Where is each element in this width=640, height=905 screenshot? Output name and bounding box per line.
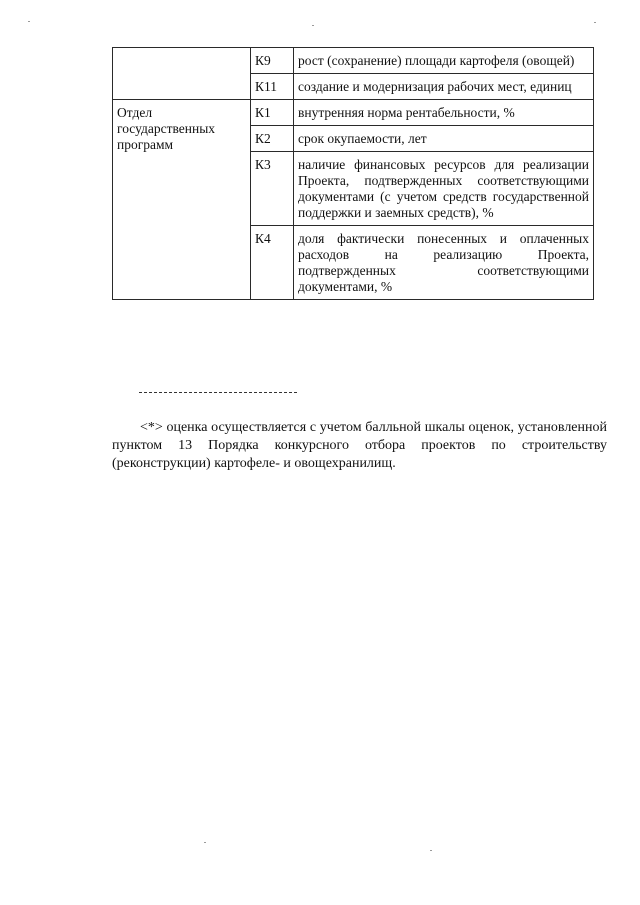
footnote-text: <*> оценка осуществляется с учетом балльной шкалы оценок, установленной пунктом 13 Порядка конкурсного отбора проектов по строительству (реконструкции) картофеле- и овощехранилищ. [112,420,607,471]
scan-speck [594,22,596,23]
scan-speck [28,21,30,22]
criterion-description: наличие финансовых ресурсов для реализации Проекта, подтвержденных соответствующими документами (с учетом средств государственной поддержки и заемных средств), % [294,152,594,226]
department-cell: Отдел государственных программ [113,100,251,300]
criterion-description: срок окупаемости, лет [294,126,594,152]
criterion-code: К4 [251,226,294,300]
criterion-code: К3 [251,152,294,226]
criterion-description: внутренняя норма рентабельности, % [294,100,594,126]
criterion-description: создание и модернизация рабочих мест, единиц [294,74,594,100]
criterion-description: рост (сохранение) площади картофеля (овощей) [294,48,594,74]
criterion-code: К9 [251,48,294,74]
table-row [113,100,594,126]
criterion-code: К11 [251,74,294,100]
footnote-separator [139,392,297,393]
department-cell [113,48,251,100]
criterion-description: доля фактически понесенных и оплаченных расходов на реализацию Проекта, подтвержденных соответствующими документами, % [294,226,594,300]
criteria-table [112,47,594,300]
scan-speck [312,25,314,26]
criterion-code: К1 [251,100,294,126]
scan-speck [204,842,206,843]
table-row [113,48,594,74]
criterion-code: К2 [251,126,294,152]
scan-speck [430,850,432,851]
